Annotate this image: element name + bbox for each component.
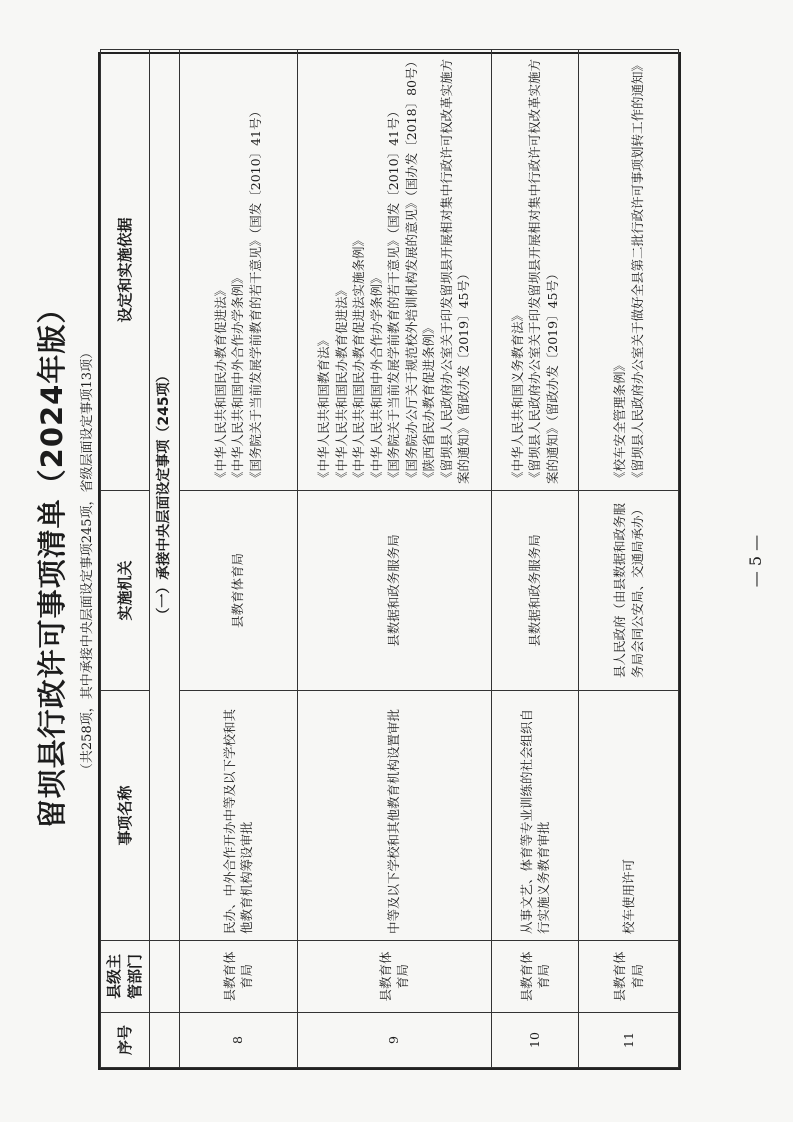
document-title: 留坝县行政许可事项清单（2024年版） [35,293,69,829]
basis-line: 《中华人民共和国民办教育促进法》 [212,283,228,484]
row-basis [179,50,297,491]
row-basis [297,50,491,491]
row-item-name: 从事文艺、体育等专业训练的社会组织自行实施义务教育审批 [491,691,578,941]
table-row [297,50,491,1068]
row-department: 县教育体育局 [297,941,491,1013]
row-item-name: 校车使用许可 [579,691,679,941]
row-agency: 县人民政府（由县数据和政务服务局会同公安局、交通局承办） [579,491,679,691]
basis-line: 《中华人民共和国中外合作办学条例》 [230,271,246,484]
header-basis: 设定和实施依据 [101,50,150,491]
row-department: 县教育体育局 [579,941,679,1013]
basis-line: 《中华人民共和国中外合作办学条例》 [368,271,384,484]
row-number: 10 [491,1013,578,1068]
row-item-name: 民办、中外合作开办中等及以下学校和其他教育机构筹设审批 [179,691,297,941]
basis-line: 《校车安全管理条例》 [612,358,628,484]
basis-line: 《中华人民共和国教育法》 [316,333,332,484]
row-item-name: 中等及以下学校和其他教育机构设置审批 [297,691,491,941]
section-heading: （一）承接中央层面设定事项（245项） [150,50,179,941]
document-subtitle: （共258项，其中承接中央层面设定事项245项，省级层面设定事项13项） [80,345,95,777]
basis-line: 《留坝县人民政府办公室关于印发留坝县开展相对集中行政许可权改革实施方案的通知》（留政办发〔2019〕45号） [527,58,560,484]
row-number: 11 [579,1013,679,1068]
row-agency: 县教育体育局 [179,491,297,691]
row-agency: 县数据和政务服务局 [297,491,491,691]
basis-line: 《中华人民共和国义务教育法》 [509,308,525,484]
header-name: 事项名称 [101,691,150,941]
basis-line: 《留坝县人民政府办公室关于印发留坝县开展相对集中行政许可权改革实施方案的通知》（留政办发〔2019〕45号） [438,58,472,484]
row-department: 县教育体育局 [179,941,297,1013]
table-row [579,50,679,1068]
table-row [179,50,297,1068]
basis-line: 《中华人民共和国民办教育促进法实施条例》 [351,233,367,484]
basis-line: 《国务院办公厅关于规范校外培训机构发展的意见》（国办发〔2018〕80号） [403,55,419,484]
permit-table [98,52,681,1070]
header-no: 序号 [101,1013,150,1068]
row-agency: 县数据和政务服务局 [491,491,578,691]
table-header-row [101,50,150,1068]
section-row [150,50,179,1068]
basis-line: 《国务院关于当前发展学前教育的若干意见》（国发〔2010〕41号） [247,105,263,484]
row-basis [579,50,679,491]
header-dept: 县级主管部门 [101,941,150,1013]
basis-line: 《中华人民共和国民办教育促进法》 [333,283,349,484]
header-agency: 实施机关 [101,491,150,691]
basis-line: 《陕西省民办教育促进条例》 [421,321,437,484]
row-department: 县教育体育局 [491,941,578,1013]
page-number: — 5 — [746,534,765,588]
row-number: 8 [179,1013,297,1068]
row-number: 9 [297,1013,491,1068]
basis-line: 《国务院关于当前发展学前教育的若干意见》（国发〔2010〕41号） [386,105,402,484]
table-row [491,50,578,1068]
row-basis [491,50,578,491]
basis-line: 《留坝县人民政府办公室关于做好全县第二批行政许可事项划转工作的通知》 [629,58,645,484]
